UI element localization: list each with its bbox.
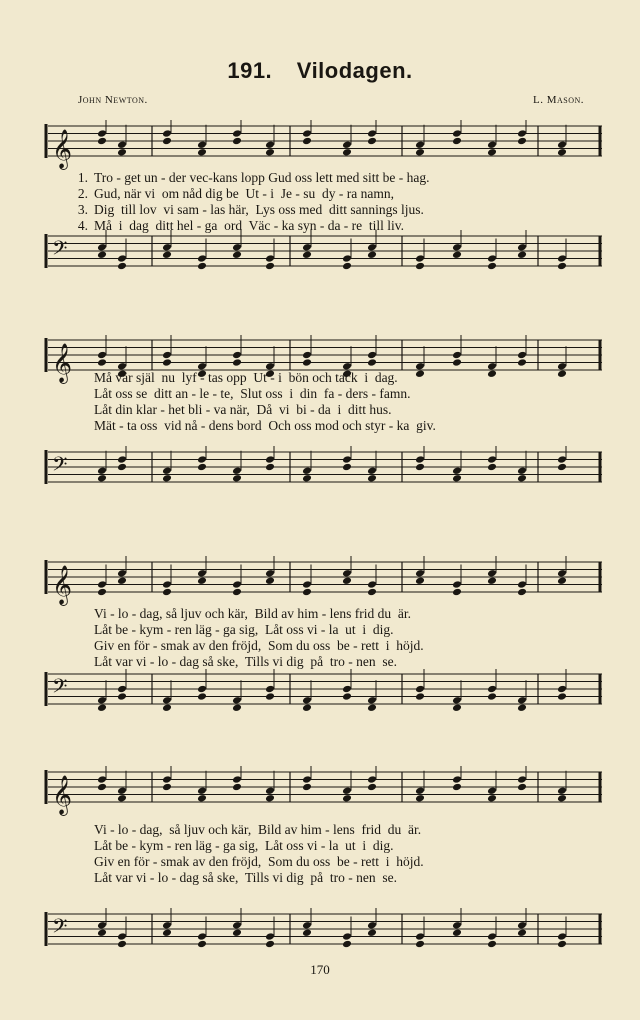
notehead xyxy=(232,243,242,252)
notehead xyxy=(97,580,107,589)
notehead xyxy=(197,455,207,464)
bass-staff-4 xyxy=(42,908,604,958)
lyric-line: Låt var vi - lo - dag så ske, Tills vi dig på tro - nen se. xyxy=(94,870,397,885)
notehead xyxy=(265,455,275,464)
notehead xyxy=(415,786,425,795)
notehead xyxy=(367,243,377,252)
notehead xyxy=(232,783,242,792)
notehead xyxy=(232,129,242,138)
notehead xyxy=(367,137,377,146)
notehead xyxy=(97,588,107,597)
notehead xyxy=(342,140,352,149)
notehead xyxy=(162,783,172,792)
bass-staff-1 xyxy=(42,230,604,280)
notehead xyxy=(487,140,497,149)
notehead xyxy=(197,140,207,149)
notehead xyxy=(452,783,462,792)
notehead xyxy=(197,254,207,263)
notehead xyxy=(487,932,497,941)
music-system-4 xyxy=(42,758,604,958)
notehead xyxy=(487,786,497,795)
notehead xyxy=(232,921,242,930)
lyric-line: Giv en för - smak av den fröjd, Som du oss be - rett i höjd. xyxy=(94,854,424,869)
notehead xyxy=(97,928,107,937)
notehead xyxy=(452,928,462,937)
lyric-line: Låt be - kym - ren läg - ga sig, Låt oss vi - la ut i dig. xyxy=(94,838,394,853)
notehead xyxy=(232,358,242,367)
lyric-line: Låt oss se ditt an - le - te, Slut oss i din fa - ders - famn. xyxy=(94,386,411,401)
notehead xyxy=(452,474,462,483)
notehead xyxy=(367,580,377,589)
bass-clef-icon: 𝄢 xyxy=(52,914,68,943)
notehead xyxy=(452,137,462,146)
notehead xyxy=(342,569,352,578)
notehead xyxy=(302,703,312,712)
notehead xyxy=(487,148,497,157)
notehead xyxy=(197,932,207,941)
notehead xyxy=(117,140,127,149)
notehead xyxy=(487,940,497,949)
bass-staff-3 xyxy=(42,668,604,718)
notehead xyxy=(97,775,107,784)
notehead xyxy=(302,783,312,792)
notehead xyxy=(197,576,207,585)
bass-clef-icon: 𝄢 xyxy=(52,674,68,703)
lyric-line: 3. Dig till lov vi sam - las här, Lys oss med ditt sannings ljus. xyxy=(77,202,424,217)
notehead xyxy=(557,569,567,578)
notehead xyxy=(487,685,497,694)
notehead xyxy=(302,588,312,597)
lyric-line: Vi - lo - dag, så ljuv och kär, Bild av him - lens frid du är. xyxy=(94,822,422,837)
treble-staff-1 xyxy=(42,120,604,170)
notehead xyxy=(342,463,352,472)
notehead xyxy=(415,148,425,157)
notehead xyxy=(97,137,107,146)
notehead xyxy=(265,786,275,795)
notehead xyxy=(302,358,312,367)
notehead xyxy=(415,140,425,149)
notehead xyxy=(415,262,425,271)
notehead xyxy=(302,243,312,252)
notehead xyxy=(232,580,242,589)
notehead xyxy=(97,351,107,360)
treble-staff-3 xyxy=(42,556,604,606)
notehead xyxy=(197,262,207,271)
notehead xyxy=(162,351,172,360)
notehead xyxy=(557,254,567,263)
notehead xyxy=(517,775,527,784)
notehead xyxy=(265,254,275,263)
notehead xyxy=(487,463,497,472)
notehead xyxy=(557,794,567,803)
author-music: L. Mason. xyxy=(532,94,584,106)
notehead xyxy=(367,358,377,367)
notehead xyxy=(415,685,425,694)
author-words: John Newton. xyxy=(78,94,148,106)
notehead xyxy=(197,940,207,949)
notehead xyxy=(415,932,425,941)
notehead xyxy=(265,148,275,157)
notehead xyxy=(302,696,312,705)
page-number: 170 xyxy=(310,962,330,977)
notehead xyxy=(162,580,172,589)
notehead xyxy=(162,474,172,483)
notehead xyxy=(265,692,275,701)
notehead xyxy=(557,685,567,694)
notehead xyxy=(517,351,527,360)
lyric-line: Giv en för - smak av den fröjd, Som du oss be - rett i höjd. xyxy=(94,638,424,653)
notehead xyxy=(342,692,352,701)
notehead xyxy=(97,474,107,483)
notehead xyxy=(517,250,527,259)
lyric-line: Vi - lo - dag, så ljuv och kär, Bild av him - lens frid du är. xyxy=(94,606,411,621)
notehead xyxy=(232,250,242,259)
notehead xyxy=(415,455,425,464)
lyric-line: Mät - ta oss vid nå - dens bord Och oss mod och styr - ka giv. xyxy=(94,418,436,433)
hymn-title: Vilodagen. xyxy=(296,58,413,83)
notehead xyxy=(302,921,312,930)
notehead xyxy=(452,696,462,705)
notehead xyxy=(487,794,497,803)
notehead xyxy=(517,921,527,930)
notehead xyxy=(342,455,352,464)
notehead xyxy=(117,463,127,472)
notehead xyxy=(517,783,527,792)
notehead xyxy=(557,576,567,585)
notehead xyxy=(452,250,462,259)
notehead xyxy=(342,932,352,941)
notehead xyxy=(302,466,312,475)
notehead xyxy=(415,576,425,585)
notehead xyxy=(367,351,377,360)
treble-clef-icon: 𝄞 xyxy=(52,775,73,815)
notehead xyxy=(367,466,377,475)
notehead xyxy=(232,137,242,146)
notehead xyxy=(197,692,207,701)
notehead xyxy=(517,137,527,146)
notehead xyxy=(342,685,352,694)
notehead xyxy=(342,940,352,949)
notehead xyxy=(452,129,462,138)
notehead xyxy=(232,696,242,705)
lyric-line: 4. Må i dag ditt hel - ga ord Väc - ka syn - da - re till liv. xyxy=(77,218,405,233)
notehead xyxy=(557,932,567,941)
hymn-number: 191. xyxy=(227,58,273,83)
notehead xyxy=(117,786,127,795)
notehead xyxy=(452,351,462,360)
notehead xyxy=(197,148,207,157)
notehead xyxy=(517,358,527,367)
notehead xyxy=(117,692,127,701)
notehead xyxy=(162,588,172,597)
notehead xyxy=(117,148,127,157)
notehead xyxy=(487,692,497,701)
notehead xyxy=(487,455,497,464)
notehead xyxy=(117,254,127,263)
notehead xyxy=(302,775,312,784)
notehead xyxy=(517,474,527,483)
notehead xyxy=(232,703,242,712)
notehead xyxy=(232,928,242,937)
notehead xyxy=(367,775,377,784)
notehead xyxy=(342,254,352,263)
notehead xyxy=(557,692,567,701)
notehead xyxy=(415,692,425,701)
notehead xyxy=(265,794,275,803)
notehead xyxy=(452,243,462,252)
notehead xyxy=(342,576,352,585)
lyric-line: Låt var vi - lo - dag så ske, Tills vi dig på tro - nen se. xyxy=(94,654,397,669)
notehead xyxy=(97,250,107,259)
notehead xyxy=(117,576,127,585)
notehead xyxy=(517,129,527,138)
notehead xyxy=(367,928,377,937)
notehead xyxy=(265,262,275,271)
notehead xyxy=(302,137,312,146)
notehead xyxy=(557,786,567,795)
notehead xyxy=(302,580,312,589)
notehead xyxy=(97,696,107,705)
lyric-line: Må vår själ nu lyf - tas opp Ut - i bön och tack i dag. xyxy=(94,370,398,385)
notehead xyxy=(452,466,462,475)
notehead xyxy=(117,262,127,271)
notehead xyxy=(162,921,172,930)
notehead xyxy=(342,148,352,157)
notehead xyxy=(162,250,172,259)
notehead xyxy=(197,786,207,795)
notehead xyxy=(302,474,312,483)
notehead xyxy=(162,928,172,937)
notehead xyxy=(517,243,527,252)
notehead xyxy=(232,351,242,360)
lyric-line: Låt din klar - het bli - va när, Då vi bi - da i ditt hus. xyxy=(94,402,392,417)
notehead xyxy=(452,775,462,784)
notehead xyxy=(162,703,172,712)
notehead xyxy=(265,685,275,694)
bass-clef-icon: 𝄢 xyxy=(52,452,68,481)
notehead xyxy=(97,921,107,930)
notehead xyxy=(342,262,352,271)
treble-clef-icon: 𝄞 xyxy=(52,343,73,383)
notehead xyxy=(557,463,567,472)
notehead xyxy=(517,588,527,597)
music-system-2 xyxy=(42,326,604,496)
notehead xyxy=(415,569,425,578)
notehead xyxy=(265,576,275,585)
notehead xyxy=(487,576,497,585)
notehead xyxy=(487,569,497,578)
notehead xyxy=(557,455,567,464)
notehead xyxy=(265,140,275,149)
notehead xyxy=(487,254,497,263)
notehead xyxy=(415,463,425,472)
notehead xyxy=(162,358,172,367)
music-system-1 xyxy=(42,112,604,272)
notehead xyxy=(197,794,207,803)
notehead xyxy=(415,794,425,803)
notehead xyxy=(302,129,312,138)
notehead xyxy=(232,474,242,483)
notehead xyxy=(232,775,242,784)
notehead xyxy=(517,580,527,589)
notehead xyxy=(97,466,107,475)
notehead xyxy=(265,569,275,578)
lyric-line: Låt be - kym - ren läg - ga sig, Låt oss vi - la ut i dig. xyxy=(94,622,394,637)
notehead xyxy=(197,463,207,472)
notehead xyxy=(265,932,275,941)
notehead xyxy=(117,685,127,694)
notehead xyxy=(97,129,107,138)
notehead xyxy=(265,463,275,472)
notehead xyxy=(265,940,275,949)
notehead xyxy=(162,137,172,146)
notehead xyxy=(162,129,172,138)
music-system-3 xyxy=(42,548,604,718)
notehead xyxy=(517,703,527,712)
hymn-title-line xyxy=(0,58,640,84)
notehead xyxy=(97,243,107,252)
notehead xyxy=(117,569,127,578)
notehead xyxy=(557,262,567,271)
notehead xyxy=(117,940,127,949)
bass-staff-2 xyxy=(42,446,604,496)
notehead xyxy=(367,129,377,138)
notehead xyxy=(517,928,527,937)
notehead xyxy=(97,358,107,367)
notehead xyxy=(232,588,242,597)
notehead xyxy=(452,580,462,589)
bass-clef-icon: 𝄢 xyxy=(52,236,68,265)
notehead xyxy=(487,262,497,271)
notehead xyxy=(97,703,107,712)
notehead xyxy=(367,696,377,705)
notehead xyxy=(367,588,377,597)
treble-staff-4 xyxy=(42,766,604,816)
treble-clef-icon: 𝄞 xyxy=(52,129,73,169)
notehead xyxy=(557,940,567,949)
notehead xyxy=(557,140,567,149)
notehead xyxy=(162,466,172,475)
notehead xyxy=(367,921,377,930)
notehead xyxy=(302,351,312,360)
notehead xyxy=(452,703,462,712)
lyric-line: 2. Gud, när vi om nåd dig be Ut - i Je - su dy - ra namn, xyxy=(77,186,394,201)
lyric-line: 1. Tro - get un - der vec-kans lopp Gud oss lett med sitt be - hag. xyxy=(77,170,430,185)
notehead xyxy=(302,928,312,937)
notehead xyxy=(117,794,127,803)
notehead xyxy=(517,696,527,705)
notehead xyxy=(415,254,425,263)
notehead xyxy=(452,921,462,930)
notehead xyxy=(517,466,527,475)
notehead xyxy=(415,940,425,949)
treble-clef-icon: 𝄞 xyxy=(52,565,73,605)
notehead xyxy=(367,703,377,712)
notehead xyxy=(367,474,377,483)
notehead xyxy=(162,696,172,705)
notehead xyxy=(367,783,377,792)
notehead xyxy=(117,455,127,464)
notehead xyxy=(557,148,567,157)
notehead xyxy=(232,466,242,475)
notehead xyxy=(117,932,127,941)
notehead xyxy=(367,250,377,259)
notehead xyxy=(197,569,207,578)
notehead xyxy=(162,243,172,252)
notehead xyxy=(342,786,352,795)
notehead xyxy=(302,250,312,259)
notehead xyxy=(342,794,352,803)
notehead xyxy=(162,775,172,784)
notehead xyxy=(97,783,107,792)
notehead xyxy=(452,358,462,367)
notehead xyxy=(197,685,207,694)
notehead xyxy=(452,588,462,597)
